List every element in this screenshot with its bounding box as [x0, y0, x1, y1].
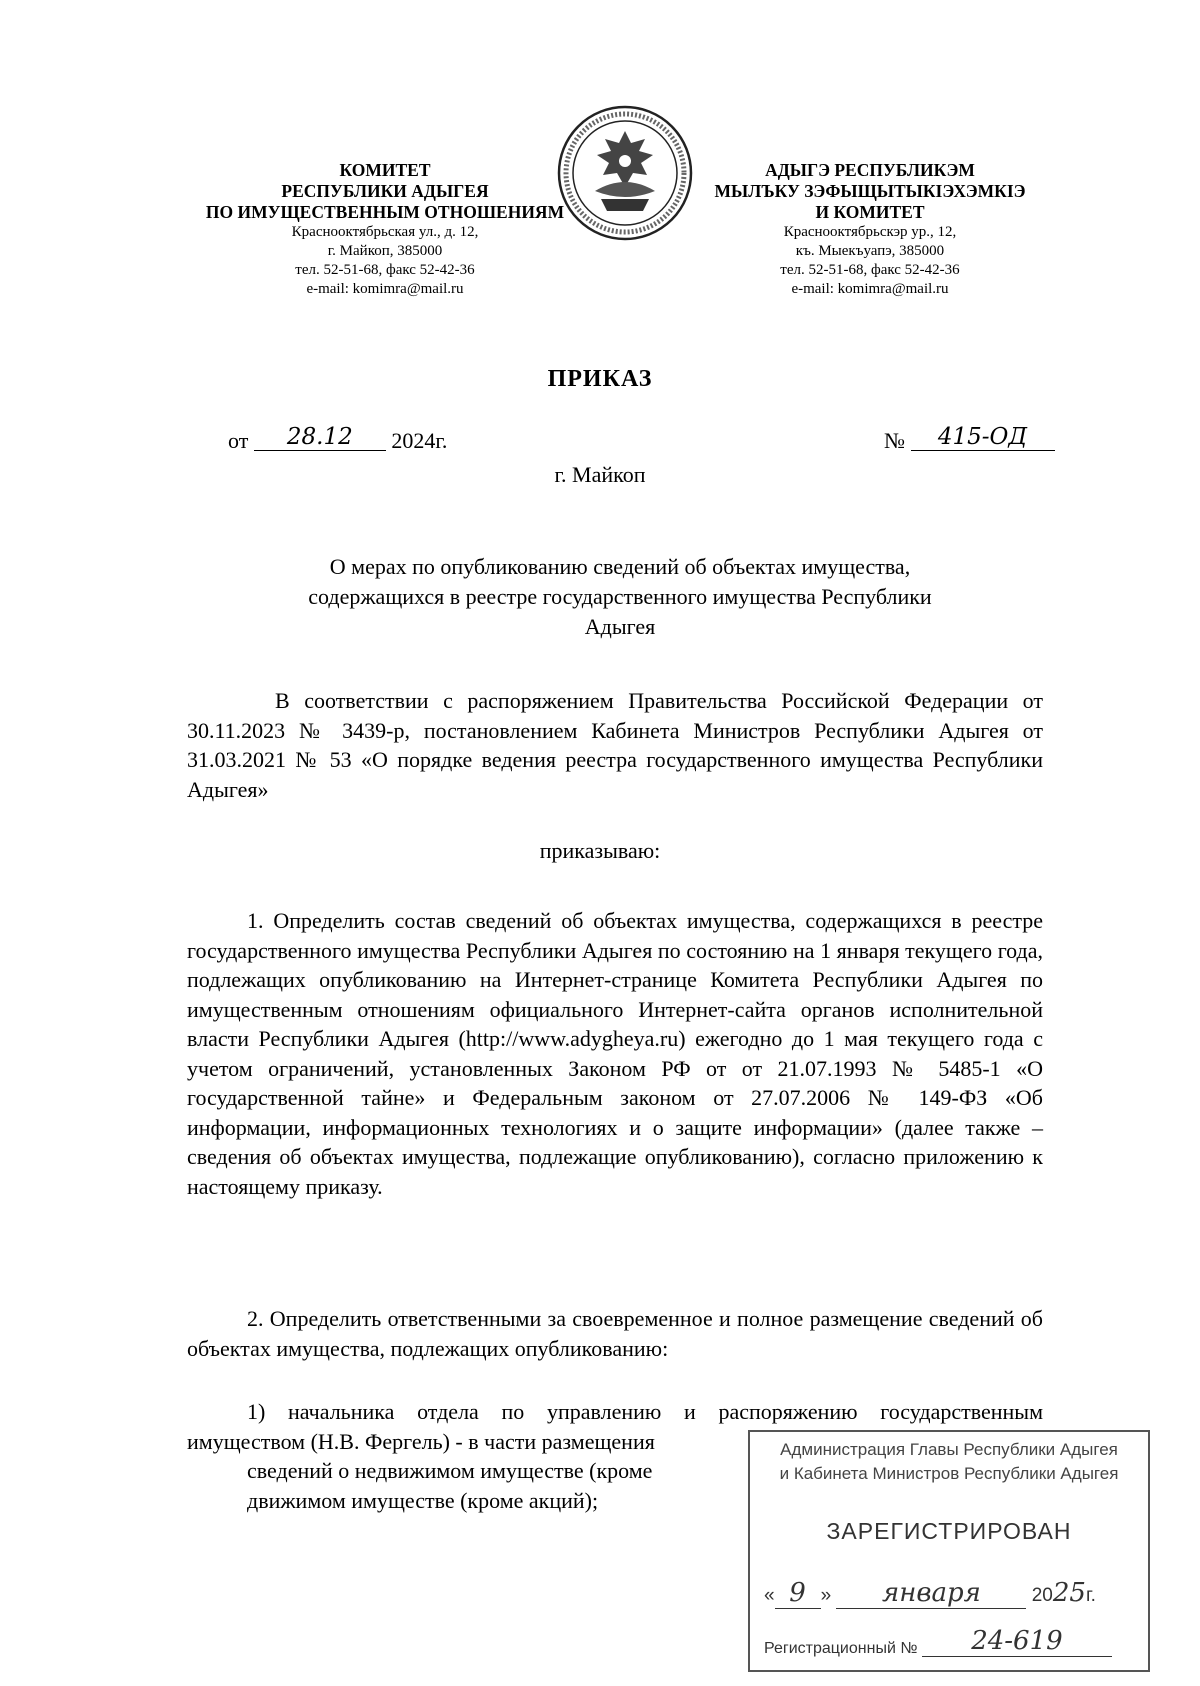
org-address-line: къ. Мыекъуапэ, 385000 [795, 243, 945, 259]
number-prefix: № [884, 428, 905, 453]
stamp-authority-line: Администрация Главы Республики Адыгея [780, 1440, 1118, 1459]
header-right [700, 160, 1040, 299]
document-title: ПРИКАЗ [547, 366, 653, 392]
org-name-ady-line: И КОМИТЕТ [815, 202, 925, 222]
stamp-day: 9 [775, 1578, 821, 1609]
stamp-authority-line: и Кабинета Министров Республики Адыгея [779, 1464, 1119, 1483]
order-word: приказываю: [539, 838, 661, 863]
item-1-text: сведений о недвижимом имуществе (кроме [247, 1458, 653, 1483]
org-name-ady-line: АДЫГЭ РЕСПУБЛИКЭМ [765, 160, 975, 180]
org-address-line: г. Майкоп, 385000 [327, 243, 443, 259]
org-address-line: Краснооктябрьская ул., д. 12, [291, 224, 479, 240]
city: г. Майкоп [554, 462, 646, 487]
stamp-reg-number: 24-619 [922, 1626, 1112, 1657]
paragraph-1: 1. Определить состав сведений об объектах имущества, содержащихся в реестре государственного имущества Республики Адыгея по состоянию на 1 января текущего года, подлежащих опубликованию на Интернет-странице Комитета Республики Адыгея по имущественным отношениям официального Интернет-сайта органов исполнительной власти Республики Адыгея (http://www.adygheya.ru) ежегодно до 1 мая текущего года с учетом ограничений, установленных Законом РФ от от 21.07.1993 № 5485-1 «О государственной тайне» и Федеральным законом от 27.07.2006 № 149-ФЗ «Об информации, информационных технологиях и о защите информации» (далее также – сведения об объектах имущества, подлежащие опубликованию), согласно приложению к настоящему приказу. [187, 908, 1043, 1199]
stamp-status: ЗАРЕГИСТРИРОВАН [826, 1518, 1072, 1544]
org-address-line: e-mail: komimra@mail.ru [306, 281, 464, 297]
order-number-line [884, 424, 1055, 455]
org-name-ru-line: ПО ИМУЩЕСТВЕННЫМ ОТНОШЕНИЯМ [205, 202, 565, 222]
subject-line: О мерах по опубликованию сведений об объектах имущества, [329, 554, 911, 579]
stamp-year-suffix: 25 [1052, 1578, 1086, 1608]
order-date-line [228, 424, 448, 455]
date-year: 2024г. [391, 428, 448, 453]
coat-of-arms-icon [555, 103, 695, 243]
org-name-ady-line: МЫЛЪКУ ЗЭФЫЩЫТЫКIЭХЭМКIЭ [714, 181, 1026, 201]
org-name-ru-line: КОМИТЕТ [339, 160, 431, 180]
intro-paragraph: В соответствии с распоряжением Правительства Российской Федерации от 30.11.2023 № 3439-р, постановлением Кабинета Министров Республики Адыгея от 31.03.2021 № 53 «О порядке ведения реестра государственного имущества Республики Адыгея» [187, 688, 1043, 802]
item-1-text: движимом имуществе (кроме акций); [247, 1487, 599, 1513]
subject-line: содержащихся в реестре государственного имущества Республики [308, 584, 932, 609]
org-address-line: тел. 52-51-68, факс 52-42-36 [295, 262, 475, 278]
stamp-year-end: г. [1085, 1585, 1096, 1606]
org-name-ru-line: РЕСПУБЛИКИ АДЫГЕЯ [281, 181, 489, 201]
stamp-month: января [836, 1578, 1026, 1609]
handwritten-date: 28.12 [254, 424, 386, 451]
date-prefix: от [228, 428, 249, 453]
stamp-year-prefix: 20 [1031, 1585, 1053, 1606]
org-address-line: тел. 52-51-68, факс 52-42-36 [780, 262, 960, 278]
item-1-text: 1) начальника отдела по управлению и распоряжению государственным имуществом (Н.В. Фергель) - в части размещения [187, 1399, 1043, 1454]
header-left [200, 160, 570, 299]
paragraph-2: 2. Определить ответственными за своевременное и полное размещение сведений об объектах имущества, подлежащих опубликованию: [187, 1306, 1043, 1361]
subject-line: Адыгея [584, 614, 656, 639]
stamp-date: « 9 » января 2025г. [764, 1578, 1096, 1608]
org-address-line: Краснооктябрьскэр ур., 12, [783, 224, 957, 240]
handwritten-number: 415-ОД [911, 424, 1055, 451]
registration-stamp [748, 1430, 1150, 1672]
order-subject [230, 552, 1010, 642]
stamp-reg-label: Регистрационный № [764, 1640, 918, 1657]
stamp-registration [764, 1626, 1134, 1661]
org-address-line: e-mail: komimra@mail.ru [791, 281, 949, 297]
